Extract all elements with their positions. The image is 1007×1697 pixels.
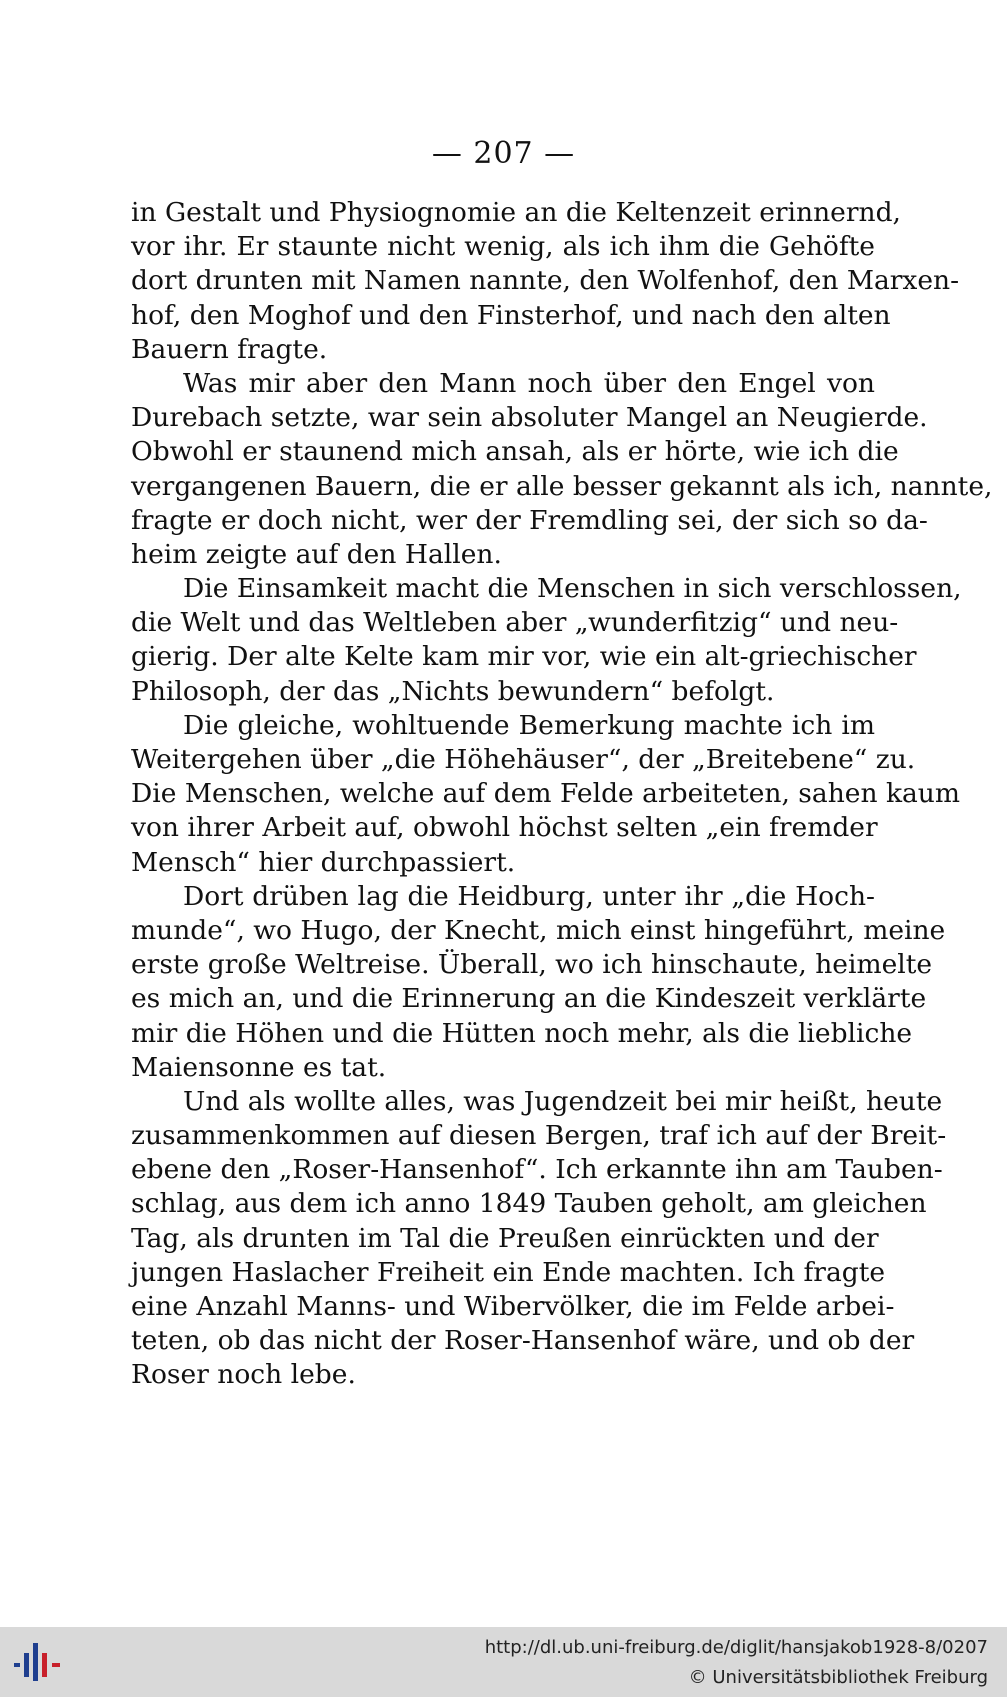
paragraph (131, 709, 960, 880)
paragraph (131, 367, 993, 572)
text-line: Die Menschen, welche auf dem Felde arbeiteten, sahen kaum (131, 778, 960, 810)
text-line: vor ihr. Er staunte nicht wenig, als ich ihm die Gehöfte (131, 231, 875, 263)
text-line: Bauern fragte. (131, 333, 328, 365)
paragraph (131, 1085, 947, 1393)
text-line: Die gleiche, wohltuende Bemerkung machte ich im (183, 709, 875, 741)
text-line: fragte er doch nicht, wer der Fremdling sei, der sich so da- (131, 504, 928, 536)
text-line: jungen Haslacher Freiheit ein Ende machten. Ich fragte (131, 1256, 886, 1288)
footer-bar (0, 1627, 1007, 1697)
text-line: Maiensonne es tat. (131, 1051, 387, 1083)
text-line: schlag, aus dem ich anno 1849 Tauben geholt, am gleichen (131, 1188, 927, 1220)
text-line: Mensch“ hier durchpassiert. (131, 846, 516, 878)
text-line: ebene den „Roser-Hansenhof“. Ich erkannte ihn am Tauben- (131, 1154, 943, 1186)
page-number: — 207 — (431, 136, 576, 171)
text-line: Dort drüben lag die Heidburg, unter ihr „die Hoch- (183, 880, 875, 912)
copyright-text: © Universitätsbibliothek Freiburg (688, 1667, 988, 1688)
text-line: die Welt und das Weltleben aber „wunderfitzig“ und neu- (131, 607, 899, 639)
text-line: heim zeigte auf den Hallen. (131, 538, 502, 570)
text-line: gierig. Der alte Kelte kam mir vor, wie ein alt-griechischer (131, 641, 917, 673)
text-line: Roser noch lebe. (131, 1359, 356, 1391)
text-line: es mich an, und die Erinnerung an die Kindeszeit verklärte (131, 983, 927, 1015)
text-line: eine Anzahl Manns- und Wibervölker, die im Felde arbei- (131, 1291, 895, 1322)
text-line: erste große Weltreise. Überall, wo ich hinschaute, heimelte (131, 949, 933, 981)
text-line: hof, den Moghof und den Finsterhof, und nach den alten (131, 299, 891, 331)
text-line: Und als wollte alles, was Jugendzeit bei mir heißt, heute (183, 1085, 943, 1117)
text-line: in Gestalt und Physiognomie an die Keltenzeit erinnernd, (131, 197, 901, 228)
text-line: Philosoph, der das „Nichts bewundern“ befolgt. (131, 675, 775, 707)
paragraph (131, 572, 962, 709)
text-line: vergangenen Bauern, die er alle besser gekannt als ich, nannte, (131, 470, 993, 502)
text-line: Tag, als drunten im Tal die Preußen einrückten und der (131, 1222, 879, 1254)
body-text (131, 196, 993, 1393)
text-line: Weitergehen über „die Höhehäuser“, der „Breitebene“ zu. (131, 744, 916, 775)
source-url-link[interactable]: http://dl.ub.uni-freiburg.de/diglit/hansjakob1928-8/0207 (484, 1637, 988, 1658)
ub-freiburg-logo-icon (12, 1639, 64, 1685)
text-line: zusammenkommen auf diesen Bergen, traf ich auf der Breit- (131, 1120, 947, 1152)
text-line: von ihrer Arbeit auf, obwohl höchst selten „ein fremder (131, 812, 878, 844)
text-line: Obwohl er staunend mich ansah, als er hörte, wie ich die (131, 436, 899, 468)
text-line: Durebach setzte, war sein absoluter Mangel an Neugierde. (131, 402, 928, 434)
text-line: teten, ob das nicht der Roser-Hansenhof wäre, und ob der (131, 1325, 915, 1357)
paragraph (131, 880, 946, 1085)
text-line: Die Einsamkeit macht die Menschen in sich verschlossen, (183, 573, 962, 605)
text-line: mir die Höhen und die Hütten noch mehr, als die liebliche (131, 1017, 913, 1049)
text-line: Was mir aber den Mann noch über den Engel von (183, 367, 875, 399)
paragraph (131, 196, 960, 367)
text-line: dort drunten mit Namen nannte, den Wolfenhof, den Marxen- (131, 265, 960, 297)
text-line: munde“, wo Hugo, der Knecht, mich einst hingeführt, meine (131, 914, 946, 946)
